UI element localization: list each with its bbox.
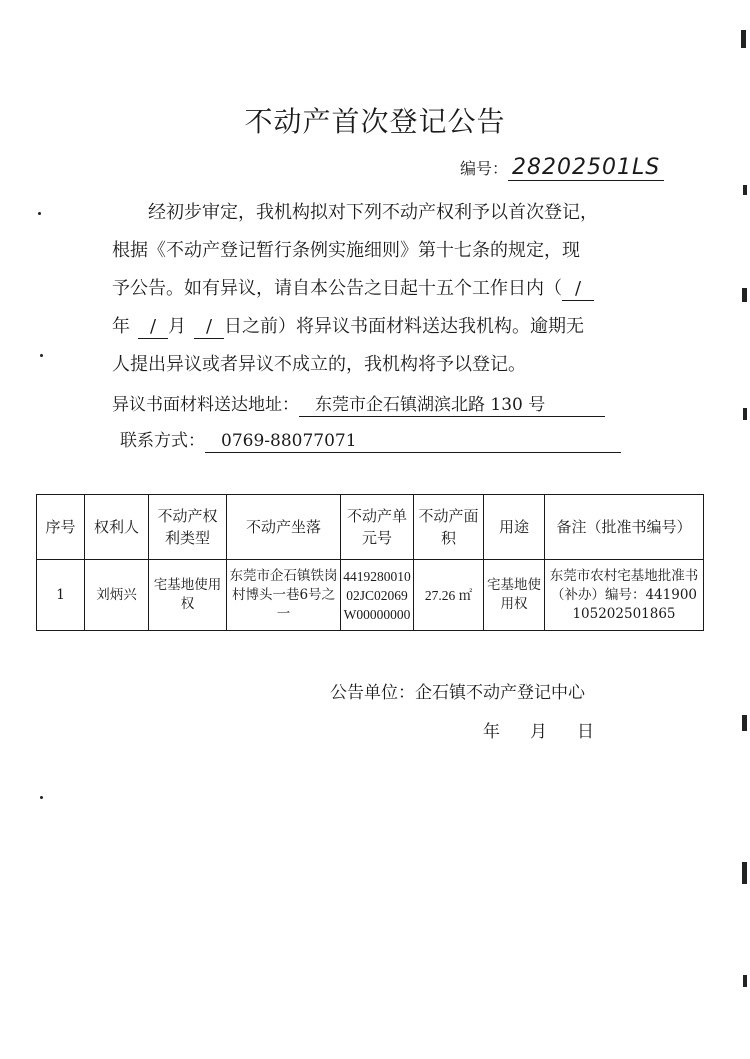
scan-mark: [742, 715, 747, 731]
contact-row: [120, 426, 621, 453]
body-line-1: 经初步审定，我机构拟对下列不动产权利予以首次登记，: [148, 202, 598, 223]
body-line-4-text: 日之前）将异议书面材料送达我机构。逾期无: [224, 316, 584, 337]
contact-value: 0769-88077071: [205, 430, 621, 453]
scan-mark: [742, 288, 747, 302]
cell-right-type: 宅基地使用权: [149, 560, 227, 631]
scan-mark: [742, 862, 747, 884]
cell-unit-no: 441928001002JC02069W00000000: [341, 560, 414, 631]
serial-label: 编号：: [460, 159, 509, 178]
address-label: 异议书面材料送达地址：: [112, 395, 299, 415]
address-value: 东莞市企石镇湖滨北路 130 号: [299, 394, 605, 417]
date-year-label: 年: [483, 722, 500, 742]
scan-speck: [38, 212, 41, 215]
table-row: [37, 560, 704, 631]
header-area: 不动产面积: [414, 495, 484, 560]
header-holder: 权利人: [85, 495, 149, 560]
signature-date: [483, 717, 624, 742]
contact-label: 联系方式：: [120, 431, 205, 451]
table-header-row: [37, 495, 704, 560]
scan-mark: [743, 975, 747, 987]
registration-table: [36, 494, 704, 631]
header-unit-no: 不动产单元号: [341, 495, 414, 560]
cell-remark: 东莞市农村宅基地批准书（补办）编号：441900105202501865: [545, 560, 704, 631]
deadline-blank-start: /: [562, 278, 594, 301]
header-index: 序号: [37, 495, 85, 560]
body-line-4: [112, 308, 652, 346]
header-use: 用途: [484, 495, 545, 560]
body-line-3-text: 予公告。如有异议，请自本公告之日起十五个工作日内（: [112, 278, 562, 299]
notice-title: 不动产首次登记公告: [244, 105, 506, 138]
month-blank: /: [138, 316, 168, 339]
scan-mark: [743, 185, 747, 195]
serial-value: 28202501LS: [508, 155, 664, 181]
scan-speck: [40, 796, 43, 799]
body-line-3: [112, 270, 652, 308]
cell-use: 宅基地使用权: [484, 560, 545, 631]
scan-mark: [743, 408, 747, 420]
cell-index: 1: [37, 560, 85, 631]
date-month-label: 月: [530, 722, 547, 742]
address-row: [112, 390, 605, 417]
body-line-2: 根据《不动产登记暂行条例实施细则》第十七条的规定，现: [112, 240, 580, 261]
cell-area: 27.26 ㎡: [414, 560, 484, 631]
month-label: 月: [168, 316, 186, 337]
header-remark: 备注（批准书编号）: [545, 495, 704, 560]
header-right-type: 不动产权利类型: [149, 495, 227, 560]
scan-speck: [40, 354, 43, 357]
serial-number: [460, 155, 664, 180]
date-day-label: 日: [577, 722, 594, 742]
cell-location: 东莞市企石镇铁岗村博头一巷6号之一: [227, 560, 341, 631]
body-line-5: 人提出异议或者异议不成立的，我机构将予以登记。: [112, 354, 526, 375]
day-blank: /: [194, 316, 224, 339]
notice-body: [112, 194, 652, 384]
year-label: 年: [112, 316, 130, 337]
cell-holder: 刘炳兴: [85, 560, 149, 631]
scan-mark: [741, 30, 746, 48]
header-location: 不动产坐落: [227, 495, 341, 560]
issuing-unit: 公告单位：企石镇不动产登记中心: [330, 683, 585, 703]
